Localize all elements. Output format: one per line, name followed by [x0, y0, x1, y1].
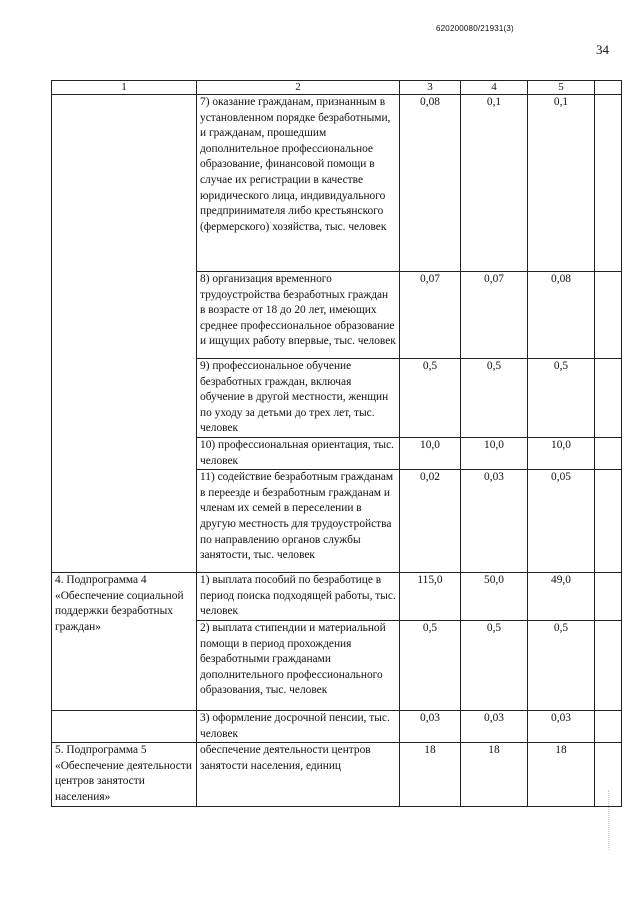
- subprogram-cell: [52, 710, 197, 742]
- column-header: [595, 81, 622, 95]
- value-cell: 0,03: [528, 710, 595, 742]
- table-row: [52, 95, 622, 272]
- empty-cell: [595, 710, 622, 742]
- indicator-cell: 1) выплата пособий по безработице в период поиска подходящей работы, тыс. человек: [197, 573, 400, 621]
- value-cell: 115,0: [400, 573, 461, 621]
- indicator-cell: 2) выплата стипендии и материальной помощи в период прохождения безработными гражданами дополнительного профессионального образования, тыс. человек: [197, 620, 400, 710]
- indicator-cell: 8) организация временного трудоустройства безработных граждан в возрасте от 18 до 20 лет, имеющих среднее профессиональное образование и ищущих работу впервые, тыс. человек: [197, 272, 400, 359]
- subprogram-cell: [52, 95, 197, 573]
- value-cell: 0,5: [528, 359, 595, 438]
- value-cell: 50,0: [461, 573, 528, 621]
- value-cell: 18: [400, 743, 461, 807]
- value-cell: 18: [461, 743, 528, 807]
- value-cell: 0,03: [461, 470, 528, 573]
- empty-cell: [595, 573, 622, 621]
- column-header: 5: [528, 81, 595, 95]
- value-cell: 0,02: [400, 470, 461, 573]
- value-cell: 10,0: [461, 437, 528, 469]
- value-cell: 18: [528, 743, 595, 807]
- indicators-table: [51, 80, 622, 807]
- value-cell: 0,5: [528, 620, 595, 710]
- empty-cell: [595, 470, 622, 573]
- table-row: [52, 743, 622, 807]
- value-cell: 0,05: [528, 470, 595, 573]
- table-row: [52, 710, 622, 742]
- page-number: 34: [596, 42, 609, 57]
- column-header: 2: [197, 81, 400, 95]
- value-cell: 0,1: [528, 95, 595, 272]
- indicator-cell: обеспечение деятельности центров занятости населения, единиц: [197, 743, 400, 807]
- value-cell: 0,5: [461, 359, 528, 438]
- value-cell: 0,5: [400, 620, 461, 710]
- empty-cell: [595, 272, 622, 359]
- indicator-cell: 10) профессиональная ориентация, тыс. человек: [197, 437, 400, 469]
- subprogram-cell: 4. Подпрограмма 4 «Обеспечение социальной поддержки безработных граждан»: [52, 573, 197, 711]
- subprogram-cell: 5. Подпрограмма 5 «Обеспечение деятельности центров занятости населения»: [52, 743, 197, 807]
- empty-cell: [595, 620, 622, 710]
- value-cell: 0,08: [528, 272, 595, 359]
- value-cell: 0,07: [461, 272, 528, 359]
- document-code: 620200080/21931(3): [436, 24, 514, 33]
- indicator-cell: 11) содействие безработным гражданам в переезде и безработным гражданам и членам их семей в переселении в другую местность для трудоустройства по направлению органов службы занятости, тыс. человек: [197, 470, 400, 573]
- value-cell: 10,0: [400, 437, 461, 469]
- value-cell: 10,0: [528, 437, 595, 469]
- scan-margin-marks: [608, 790, 611, 850]
- indicator-cell: 7) оказание гражданам, признанным в установленном порядке безработными, и гражданам, прошедшим дополнительное профессиональное образование, финансовой помощи в случае их регистрации в качестве юридического лица, индивидуального предпринимателя либо крестьянского (фермерского) хозяйства, тыс. человек: [197, 95, 400, 272]
- table-header-row: [52, 81, 622, 95]
- value-cell: 0,03: [461, 710, 528, 742]
- empty-cell: [595, 437, 622, 469]
- value-cell: 0,03: [400, 710, 461, 742]
- empty-cell: [595, 95, 622, 272]
- value-cell: 49,0: [528, 573, 595, 621]
- value-cell: 0,07: [400, 272, 461, 359]
- value-cell: 0,5: [461, 620, 528, 710]
- table-row: [52, 573, 622, 621]
- empty-cell: [595, 359, 622, 438]
- column-header: 3: [400, 81, 461, 95]
- column-header: 1: [52, 81, 197, 95]
- indicator-cell: 9) профессиональное обучение безработных граждан, включая обучение в другой местности, женщин по уходу за детьми до трех лет, тыс. человек: [197, 359, 400, 438]
- value-cell: 0,5: [400, 359, 461, 438]
- indicator-cell: 3) оформление досрочной пенсии, тыс. человек: [197, 710, 400, 742]
- value-cell: 0,08: [400, 95, 461, 272]
- value-cell: 0,1: [461, 95, 528, 272]
- column-header: 4: [461, 81, 528, 95]
